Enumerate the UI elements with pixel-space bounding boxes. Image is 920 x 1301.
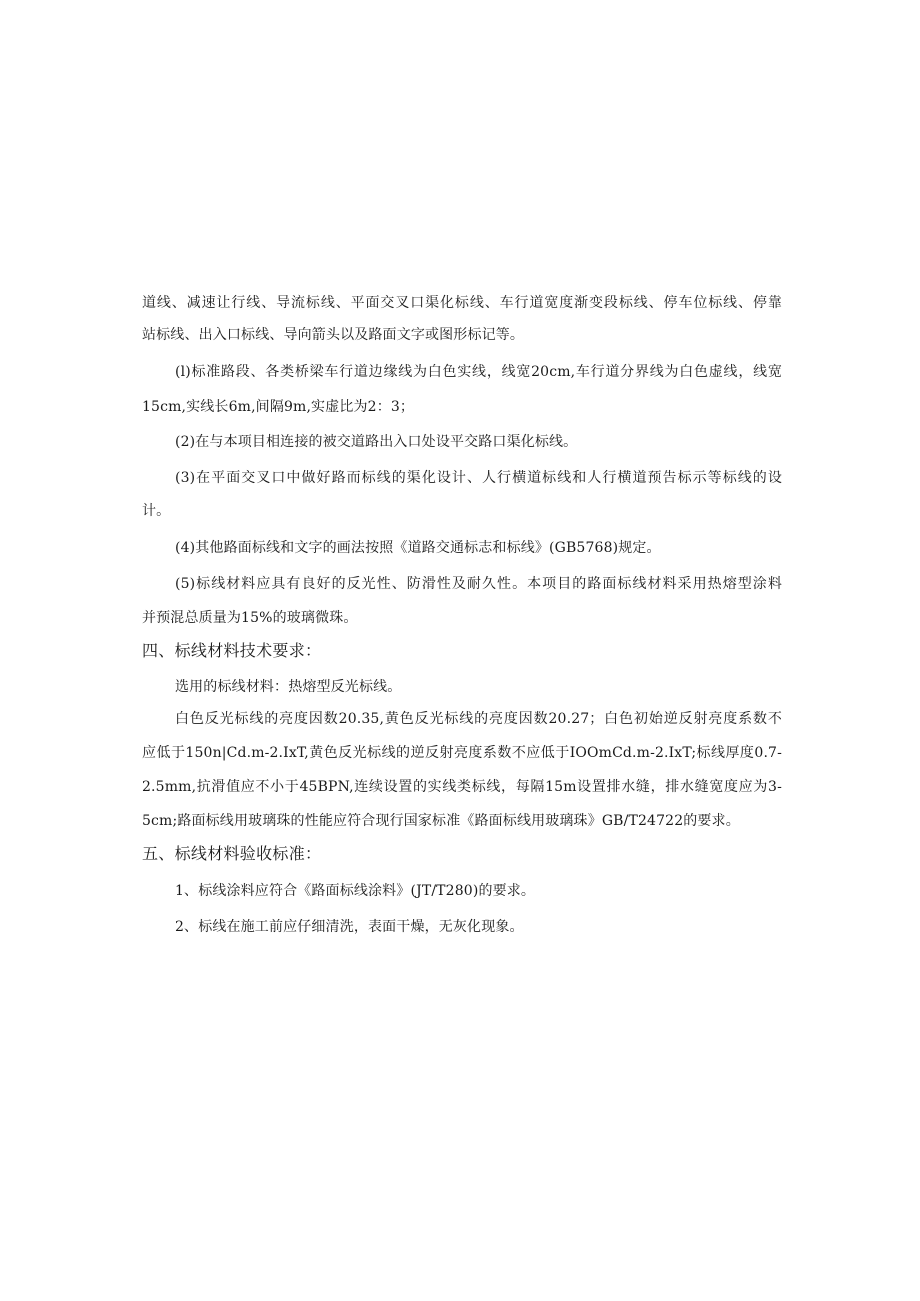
item-4-line-1: (4)其他路面标线和文字的画法按照《道路交通标志和标线》(GB5768)规定。 bbox=[175, 540, 661, 556]
item-3-line-1: (3)在平面交叉口中做好路而标线的渠化设计、人行横道标线和人行横道预告标示等标线的设 bbox=[175, 470, 782, 486]
section-5-heading: 五、标线材料验收标准： bbox=[142, 844, 322, 863]
section-4-heading: 四、标线材料技术要求： bbox=[142, 641, 322, 660]
section-4-spec-line-1: 白色反光标线的亮度因数20.35,黄色反光标线的亮度因数20.27；白色初始逆反射亮度系数不 bbox=[175, 711, 782, 727]
intro-line-1: 道线、减速让行线、导流标线、平面交叉口渠化标线、车行道宽度渐变段标线、停车位标线、停靠 bbox=[142, 295, 782, 311]
intro-line-2: 站标线、出入口标线、导向箭头以及路面文字或图形标记等。 bbox=[142, 327, 525, 343]
section-4-spec-line-3: 2.5mm,抗滑值应不小于45BPN,连续设置的实线类标线，每隔15m设置排水缝，排水缝宽度应为3- bbox=[142, 779, 782, 795]
section-4-spec-line-2: 应低于150n|Cd.m-2.IxT,黄色反光标线的逆反射亮度系数不应低于IOOmCd.m-2.IxT;标线厚度0.7- bbox=[142, 745, 782, 761]
section-4-material: 选用的标线材料：热熔型反光标线。 bbox=[175, 679, 402, 695]
item-2-line-1: (2)在与本项目相连接的被交道路出入口处设平交路口渠化标线。 bbox=[175, 434, 578, 450]
item-5-line-2: 并预混总质量为15%的玻璃微珠。 bbox=[142, 610, 358, 626]
item-5-line-1: (5)标线材料应具有良好的反光性、防滑性及耐久性。本项目的路面标线材料采用热熔型涂料 bbox=[175, 576, 782, 592]
item-1-line-2: 15cm,实线长6m,间隔9m,实虚比为2：3； bbox=[142, 399, 415, 415]
item-1-line-1: (l)标准路段、各类桥梁车行道边缘线为白色实线，线宽20cm,车行道分界线为白色虚线，线宽 bbox=[175, 364, 782, 380]
item-3-line-2: 计。 bbox=[142, 503, 171, 519]
section-4-spec-line-4: 5cm;路面标线用玻璃珠的性能应符合现行国家标准《路面标线用玻璃珠》GB/T24722的要求。 bbox=[142, 813, 740, 829]
section-5-item-2: 2、标线在施工前应仔细清洗，表面干燥，无灰化现象。 bbox=[175, 919, 524, 935]
section-5-item-1: 1、标线涂料应符合《路面标线涂料》(JT/T280)的要求。 bbox=[175, 883, 536, 899]
